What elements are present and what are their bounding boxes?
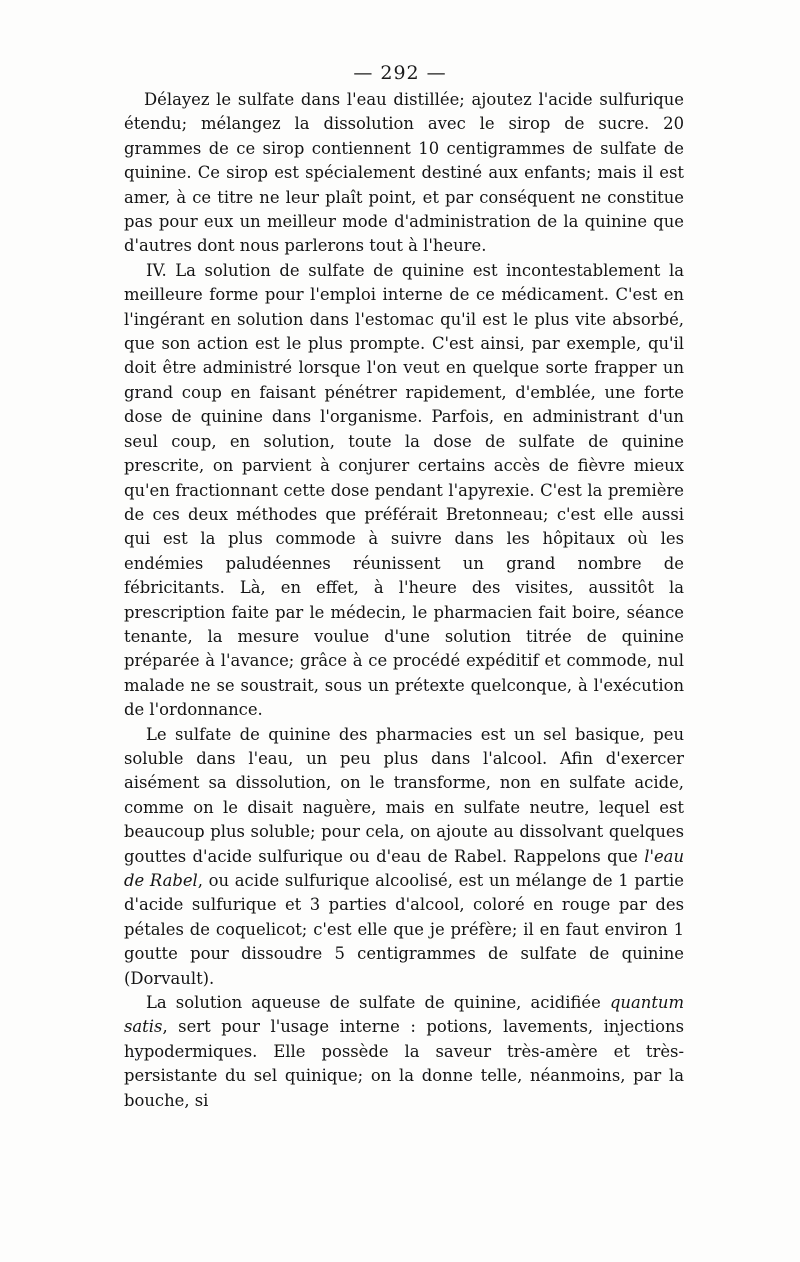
paragraph-text: , ou acide sulfurique alcoolisé, est un mélange de 1 partie d'acide sulfurique et 3 parties d'alcool, coloré en rouge par des pétales de coquelicot; c'est elle que je préfère; il en faut environ 1 goutte pour dissoudre 5 centigrammes de sulfate de quinine (Dorvault). bbox=[124, 871, 684, 988]
paragraph-text: , sert pour l'usage interne : potions, lavements, injections hypodermiques. Elle possède la saveur très-amère et très-persistante du sel quinique; on la donne telle, néanmoins, par la bouche, si bbox=[124, 1017, 684, 1110]
paragraph-syrup: Délayez le sulfate dans l'eau distillée; ajoutez l'acide sulfurique étendu; mélangez la dissolution avec le sirop de sucre. 20 grammes de ce sirop contiennent 10 centigrammes de sulfate de quinine. Ce sirop est spécialement destiné aux enfants; mais il est amer, à ce titre ne leur plaît point, et par conséquent ne constitue pas pour eux un meilleur mode d'administration de la quinine que d'autres dont nous parlerons tout à l'heure. bbox=[124, 90, 684, 256]
body-text bbox=[124, 88, 684, 1113]
paragraph-aqueous-solution bbox=[124, 991, 684, 1113]
paragraph-sulfate-dissolution bbox=[124, 723, 684, 991]
paragraph-solution: IV. La solution de sulfate de quinine est incontestablement la meilleure forme pour l'emploi interne de ce médicament. C'est en l'ingérant en solution dans l'estomac qu'il est le plus vite absorbé, que son action est le plus prompte. C'est ainsi, par exemple, qu'il doit être administré lorsque l'on veut en quelque sorte frapper un grand coup en faisant pénétrer rapidement, d'emblée, une forte dose de quinine dans l'organisme. Parfois, en administrant d'un seul coup, en solution, toute la dose de sulfate de quinine prescrite, on parvient à conjurer certains accès de fièvre mieux qu'en fractionnant cette dose pendant l'apyrexie. C'est la première de ces deux méthodes que préférait Bretonneau; c'est elle aussi qui est la plus commode à suivre dans les hôpitaux où les endémies paludéennes réunissent un grand nombre de fébricitants. Là, en effet, à l'heure des visites, aussitôt la prescription faite par le médecin, le pharmacien fait boire, séance tenante, la mesure voulue d'une solution titrée de quinine préparée à l'avance; grâce à ce procédé expéditif et commode, nul malade ne se soustrait, sous un prétexte quelconque, à l'exécution de l'ordonnance. bbox=[124, 260, 684, 720]
italic-term-eau-de-rabel: l'eau de Rabel bbox=[124, 846, 684, 890]
italic-term-quantum-satis: quantum satis bbox=[124, 993, 684, 1037]
paragraph-text: La solution aqueuse de sulfate de quinine, acidifiée bbox=[146, 993, 610, 1013]
page-number: — 292 — bbox=[353, 62, 447, 84]
paragraph-text: Le sulfate de quinine des pharmacies est un sel basique, peu soluble dans l'eau, un peu plus dans l'alcool. Afin d'exercer aisément sa dissolution, on le transforme, non en sulfate acide, comme on le disait naguère, mais en sulfate neutre, lequel est beaucoup plus soluble; pour cela, on ajoute au dissolvant quelques gouttes d'acide sulfurique ou d'eau de Rabel. Rappelons que bbox=[124, 724, 684, 866]
